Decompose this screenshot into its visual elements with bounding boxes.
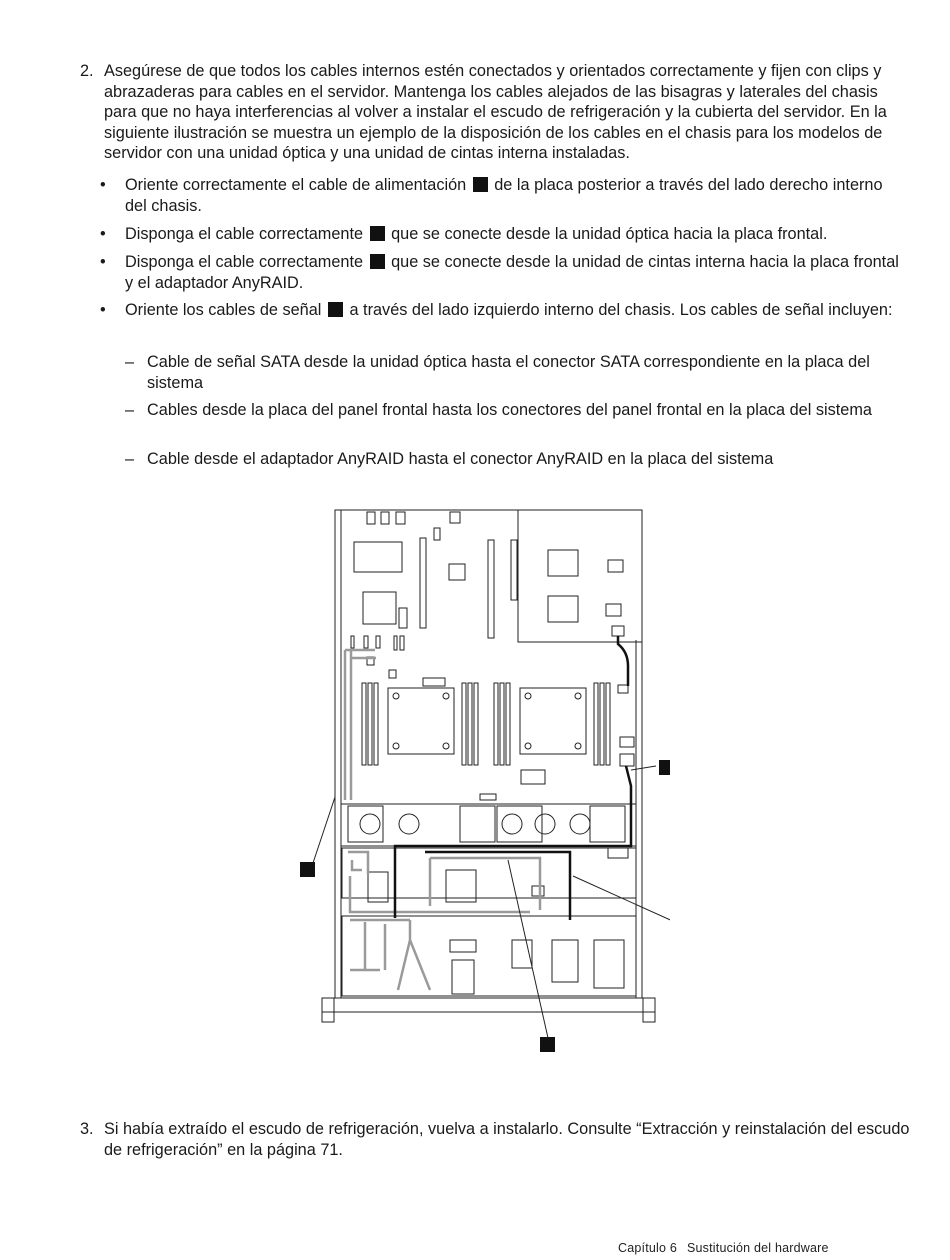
sub-item [125, 352, 900, 393]
bullet-text-after: que se conecte desde la unidad óptica hacia la placa frontal. [391, 225, 828, 243]
bullet-item [100, 300, 900, 321]
step-2 [80, 61, 910, 164]
bullet-text-before: Disponga el cable correctamente [125, 225, 364, 243]
callout-marker [473, 177, 488, 192]
step-2-number: 2. [80, 62, 94, 80]
dash-mark: – [125, 450, 135, 468]
callout-marker [659, 760, 670, 775]
step-3 [80, 1119, 910, 1160]
callout-marker [328, 302, 343, 317]
bullet-item [100, 252, 900, 293]
bullet-item [100, 224, 900, 245]
dash-mark: – [125, 401, 135, 419]
bullet-text-after: a través del lado izquierdo interno del chasis. Los cables de señal incluyen: [349, 301, 893, 319]
sub-item-text: Cables desde la placa del panel frontal hasta los conectores del panel frontal en la placa del sistema [147, 401, 872, 419]
fan-bay [341, 804, 636, 846]
footer-chapter: Capítulo 6 [618, 1241, 677, 1255]
psu-bay [518, 510, 642, 642]
bullet-mark: • [100, 253, 106, 271]
step-2-text: Asegúrese de que todos los cables internos estén conectados y orientados correctamente y fijen con clips y abrazaderas para cables en el servidor. Mantenga los cables alejados de las bisagras y laterales del chasis para que no haya interferencias al volver a instalar el escudo de refrigeración y la cubierta del servidor. En la siguiente ilustración se muestra un ejemplo de la disposición de los cables en el chasis para los modelos de servidor con una unidad óptica y una unidad de cintas interna instaladas. [104, 62, 887, 162]
callout-marker [540, 1037, 555, 1052]
bullet-item [100, 175, 900, 216]
bullet-text-after: que se conecte desde la unidad de cintas interna hacia la placa frontal y el adaptador AnyRAID. [125, 253, 899, 292]
step-3-number: 3. [80, 1120, 94, 1138]
page-footer [618, 1238, 839, 1259]
dash-mark: – [125, 353, 135, 371]
bullet-text-after: de la placa posterior a través del lado derecho interno del chasis. [125, 176, 883, 215]
callout-marker [370, 226, 385, 241]
sub-item [125, 400, 900, 421]
bullet-text-before: Oriente correctamente el cable de alimentación [125, 176, 467, 194]
bullet-mark: • [100, 301, 106, 319]
bullet-text-before: Oriente los cables de señal [125, 301, 322, 319]
sub-item-text: Cable de señal SATA desde la unidad óptica hasta el conector SATA correspondiente en la placa del sistema [147, 353, 870, 392]
footer-title: Sustitución del hardware [686, 1241, 829, 1255]
bullet-text-before: Disponga el cable correctamente [125, 253, 364, 271]
step-3-text: Si había extraído el escudo de refrigeración, vuelva a instalarlo. Consulte “Extracción y reinstalación del escudo de refrigeración” en la página 71. [104, 1120, 910, 1159]
sub-item [125, 449, 900, 470]
bullet-mark: • [100, 225, 106, 243]
callout-marker [370, 254, 385, 269]
callout-marker [300, 862, 315, 877]
sub-item-text: Cable desde el adaptador AnyRAID hasta el conector AnyRAID en la placa del sistema [147, 450, 774, 468]
bullet-mark: • [100, 176, 106, 194]
chassis-cable-routing-illustration [290, 500, 670, 1060]
